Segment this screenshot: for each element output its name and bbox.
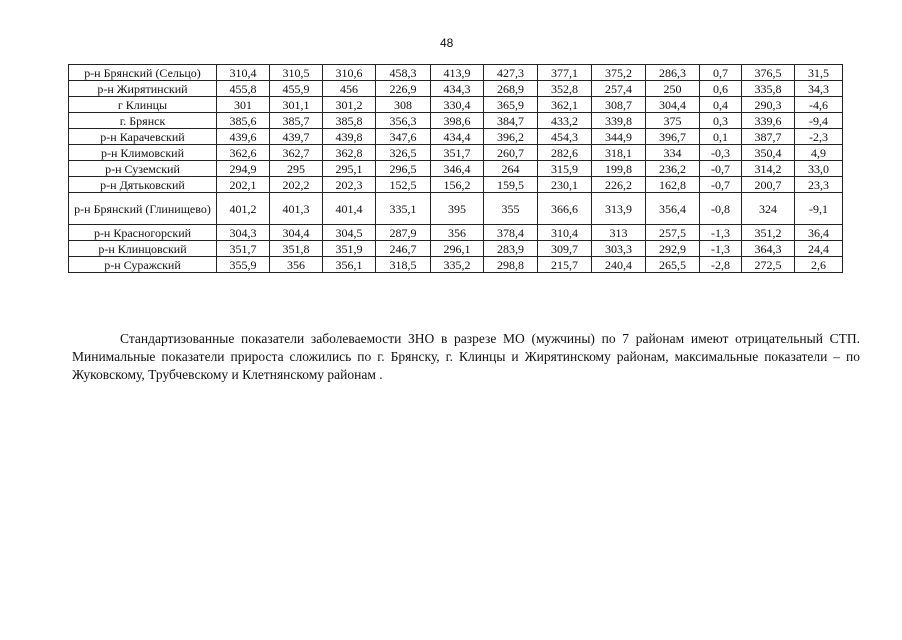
value-cell: 375 bbox=[646, 113, 700, 129]
value-cell: 287,9 bbox=[376, 225, 431, 241]
value-cell: 351,7 bbox=[217, 241, 270, 257]
value-cell: 264 bbox=[484, 161, 538, 177]
value-cell: 318,1 bbox=[592, 145, 646, 161]
value-cell: -0,8 bbox=[700, 193, 742, 225]
value-cell: 268,9 bbox=[484, 81, 538, 97]
value-cell: 301,2 bbox=[323, 97, 376, 113]
value-cell: 308 bbox=[376, 97, 431, 113]
table-row bbox=[69, 129, 843, 145]
value-cell: 313 bbox=[592, 225, 646, 241]
value-cell: 250 bbox=[646, 81, 700, 97]
district-name-cell: р-н Карачевский bbox=[69, 129, 217, 145]
value-cell: 362,6 bbox=[217, 145, 270, 161]
value-cell: 257,4 bbox=[592, 81, 646, 97]
value-cell: -9,1 bbox=[795, 193, 843, 225]
value-cell: 439,7 bbox=[270, 129, 323, 145]
value-cell: 454,3 bbox=[538, 129, 592, 145]
value-cell: 351,7 bbox=[431, 145, 484, 161]
value-cell: 385,6 bbox=[217, 113, 270, 129]
value-cell: 202,3 bbox=[323, 177, 376, 193]
value-cell: 33,0 bbox=[795, 161, 843, 177]
value-cell: 398,6 bbox=[431, 113, 484, 129]
value-cell: 401,4 bbox=[323, 193, 376, 225]
value-cell: 23,3 bbox=[795, 177, 843, 193]
value-cell: 335,2 bbox=[431, 257, 484, 273]
value-cell: 346,4 bbox=[431, 161, 484, 177]
value-cell: -2,3 bbox=[795, 129, 843, 145]
value-cell: 401,2 bbox=[217, 193, 270, 225]
value-cell: 162,8 bbox=[646, 177, 700, 193]
value-cell: 246,7 bbox=[376, 241, 431, 257]
value-cell: 326,5 bbox=[376, 145, 431, 161]
value-cell: 351,9 bbox=[323, 241, 376, 257]
value-cell: 286,3 bbox=[646, 65, 700, 81]
value-cell: 2,6 bbox=[795, 257, 843, 273]
district-name-cell: р-н Климовский bbox=[69, 145, 217, 161]
value-cell: 335,1 bbox=[376, 193, 431, 225]
value-cell: 339,8 bbox=[592, 113, 646, 129]
district-name-cell: р-н Красногорский bbox=[69, 225, 217, 241]
value-cell: 240,4 bbox=[592, 257, 646, 273]
value-cell: 376,5 bbox=[742, 65, 795, 81]
value-cell: 309,7 bbox=[538, 241, 592, 257]
value-cell: -1,3 bbox=[700, 241, 742, 257]
value-cell: 301,1 bbox=[270, 97, 323, 113]
value-cell: 351,2 bbox=[742, 225, 795, 241]
value-cell: 377,1 bbox=[538, 65, 592, 81]
value-cell: 366,6 bbox=[538, 193, 592, 225]
value-cell: 339,6 bbox=[742, 113, 795, 129]
value-cell: 236,2 bbox=[646, 161, 700, 177]
value-cell: 396,2 bbox=[484, 129, 538, 145]
value-cell: 36,4 bbox=[795, 225, 843, 241]
district-name-cell: р-н Клинцовский bbox=[69, 241, 217, 257]
value-cell: 362,7 bbox=[270, 145, 323, 161]
value-cell: 295,1 bbox=[323, 161, 376, 177]
value-cell: 385,8 bbox=[323, 113, 376, 129]
table-body bbox=[69, 65, 843, 273]
value-cell: 427,3 bbox=[484, 65, 538, 81]
value-cell: 362,8 bbox=[323, 145, 376, 161]
value-cell: 303,3 bbox=[592, 241, 646, 257]
value-cell: 290,3 bbox=[742, 97, 795, 113]
value-cell: 304,4 bbox=[646, 97, 700, 113]
value-cell: 387,7 bbox=[742, 129, 795, 145]
value-cell: 304,4 bbox=[270, 225, 323, 241]
value-cell: 352,8 bbox=[538, 81, 592, 97]
value-cell: 355,9 bbox=[217, 257, 270, 273]
value-cell: 304,3 bbox=[217, 225, 270, 241]
value-cell: -2,8 bbox=[700, 257, 742, 273]
table-row bbox=[69, 81, 843, 97]
value-cell: 292,9 bbox=[646, 241, 700, 257]
value-cell: 202,1 bbox=[217, 177, 270, 193]
value-cell: 0,4 bbox=[700, 97, 742, 113]
value-cell: 395 bbox=[431, 193, 484, 225]
value-cell: 314,2 bbox=[742, 161, 795, 177]
value-cell: 294,9 bbox=[217, 161, 270, 177]
value-cell: 318,5 bbox=[376, 257, 431, 273]
district-name-cell: р-н Брянский (Глинищево) bbox=[69, 193, 217, 225]
value-cell: 434,4 bbox=[431, 129, 484, 145]
value-cell: -1,3 bbox=[700, 225, 742, 241]
value-cell: 215,7 bbox=[538, 257, 592, 273]
value-cell: 296,1 bbox=[431, 241, 484, 257]
table-row bbox=[69, 177, 843, 193]
value-cell: 433,2 bbox=[538, 113, 592, 129]
value-cell: 230,1 bbox=[538, 177, 592, 193]
value-cell: 226,9 bbox=[376, 81, 431, 97]
value-cell: 202,2 bbox=[270, 177, 323, 193]
value-cell: 384,7 bbox=[484, 113, 538, 129]
value-cell: 458,3 bbox=[376, 65, 431, 81]
value-cell: 344,9 bbox=[592, 129, 646, 145]
value-cell: 304,5 bbox=[323, 225, 376, 241]
district-name-cell: г Клинцы bbox=[69, 97, 217, 113]
value-cell: 356,1 bbox=[323, 257, 376, 273]
value-cell: 310,6 bbox=[323, 65, 376, 81]
table-row bbox=[69, 241, 843, 257]
district-name-cell: г. Брянск bbox=[69, 113, 217, 129]
value-cell: 257,5 bbox=[646, 225, 700, 241]
data-table bbox=[68, 64, 843, 273]
value-cell: 4,9 bbox=[795, 145, 843, 161]
value-cell: 159,5 bbox=[484, 177, 538, 193]
value-cell: 324 bbox=[742, 193, 795, 225]
district-name-cell: р-н Брянский (Сельцо) bbox=[69, 65, 217, 81]
table-row bbox=[69, 97, 843, 113]
district-name-cell: р-н Суземский bbox=[69, 161, 217, 177]
value-cell: 200,7 bbox=[742, 177, 795, 193]
table-row bbox=[69, 113, 843, 129]
value-cell: 34,3 bbox=[795, 81, 843, 97]
value-cell: 156,2 bbox=[431, 177, 484, 193]
value-cell: 283,9 bbox=[484, 241, 538, 257]
value-cell: 330,4 bbox=[431, 97, 484, 113]
value-cell: -0,3 bbox=[700, 145, 742, 161]
value-cell: 310,5 bbox=[270, 65, 323, 81]
value-cell: 439,6 bbox=[217, 129, 270, 145]
table-row bbox=[69, 145, 843, 161]
value-cell: 310,4 bbox=[538, 225, 592, 241]
value-cell: 313,9 bbox=[592, 193, 646, 225]
value-cell: -9,4 bbox=[795, 113, 843, 129]
value-cell: 356,3 bbox=[376, 113, 431, 129]
value-cell: 347,6 bbox=[376, 129, 431, 145]
value-cell: 334 bbox=[646, 145, 700, 161]
value-cell: 378,4 bbox=[484, 225, 538, 241]
value-cell: 152,5 bbox=[376, 177, 431, 193]
value-cell: 355 bbox=[484, 193, 538, 225]
body-paragraph: Стандартизованные показатели заболеваемости ЗНО в разрезе МО (мужчины) по 7 районам имеют отрицательный СТП. Минимальные показатели прироста сложились по г. Брянску, г. Клинцы и Жирятинскому районам, максимальные показатели – по Жуковскому, Трубчевскому и Клетнянскому районам . bbox=[72, 330, 860, 382]
value-cell: 272,5 bbox=[742, 257, 795, 273]
table-row bbox=[69, 193, 843, 225]
value-cell: 335,8 bbox=[742, 81, 795, 97]
page-number: 48 bbox=[440, 36, 454, 50]
table-row bbox=[69, 225, 843, 241]
value-cell: -0,7 bbox=[700, 177, 742, 193]
value-cell: 413,9 bbox=[431, 65, 484, 81]
value-cell: 356 bbox=[431, 225, 484, 241]
value-cell: 199,8 bbox=[592, 161, 646, 177]
table-row bbox=[69, 161, 843, 177]
value-cell: 226,2 bbox=[592, 177, 646, 193]
value-cell: 24,4 bbox=[795, 241, 843, 257]
value-cell: 296,5 bbox=[376, 161, 431, 177]
value-cell: 31,5 bbox=[795, 65, 843, 81]
value-cell: 0,7 bbox=[700, 65, 742, 81]
value-cell: 364,3 bbox=[742, 241, 795, 257]
value-cell: 456 bbox=[323, 81, 376, 97]
value-cell: 455,9 bbox=[270, 81, 323, 97]
value-cell: 356,4 bbox=[646, 193, 700, 225]
district-name-cell: р-н Дятьковский bbox=[69, 177, 217, 193]
value-cell: 310,4 bbox=[217, 65, 270, 81]
value-cell: 265,5 bbox=[646, 257, 700, 273]
value-cell: 0,1 bbox=[700, 129, 742, 145]
value-cell: -4,6 bbox=[795, 97, 843, 113]
value-cell: 375,2 bbox=[592, 65, 646, 81]
value-cell: 401,3 bbox=[270, 193, 323, 225]
value-cell: 301 bbox=[217, 97, 270, 113]
table-row bbox=[69, 65, 843, 81]
district-name-cell: р-н Жирятинский bbox=[69, 81, 217, 97]
value-cell: 362,1 bbox=[538, 97, 592, 113]
value-cell: 315,9 bbox=[538, 161, 592, 177]
value-cell: 396,7 bbox=[646, 129, 700, 145]
value-cell: 385,7 bbox=[270, 113, 323, 129]
value-cell: 351,8 bbox=[270, 241, 323, 257]
value-cell: -0,7 bbox=[700, 161, 742, 177]
value-cell: 365,9 bbox=[484, 97, 538, 113]
value-cell: 0,6 bbox=[700, 81, 742, 97]
value-cell: 439,8 bbox=[323, 129, 376, 145]
table-row bbox=[69, 257, 843, 273]
value-cell: 455,8 bbox=[217, 81, 270, 97]
value-cell: 356 bbox=[270, 257, 323, 273]
value-cell: 295 bbox=[270, 161, 323, 177]
value-cell: 0,3 bbox=[700, 113, 742, 129]
value-cell: 298,8 bbox=[484, 257, 538, 273]
value-cell: 260,7 bbox=[484, 145, 538, 161]
district-name-cell: р-н Суражский bbox=[69, 257, 217, 273]
value-cell: 350,4 bbox=[742, 145, 795, 161]
value-cell: 308,7 bbox=[592, 97, 646, 113]
value-cell: 282,6 bbox=[538, 145, 592, 161]
value-cell: 434,3 bbox=[431, 81, 484, 97]
